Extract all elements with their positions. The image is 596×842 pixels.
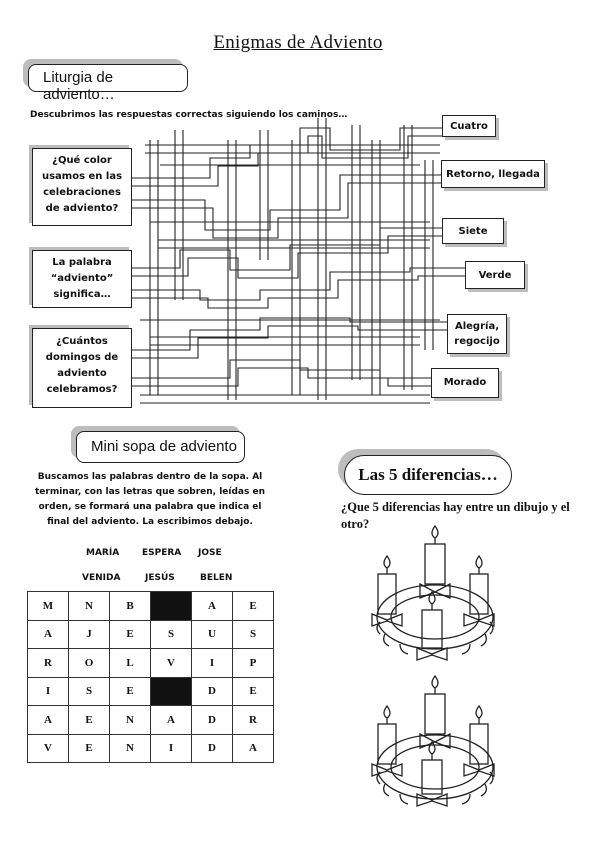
grid-cell: R: [233, 706, 274, 735]
grid-cell: N: [69, 592, 110, 621]
answer-alegria: [447, 314, 507, 354]
grid-cell: A: [28, 706, 69, 735]
answer-text: Verde: [478, 270, 512, 281]
answer-cuatro: [442, 115, 496, 137]
answer-retorno: [441, 160, 545, 188]
question-line: adviento: [57, 368, 107, 379]
answer-text: Alegría,: [454, 321, 499, 332]
sopa-instruction: Buscamos las palabras dentro de la sopa. Al terminar, con las letras que sobren, leídas en orden, se formará una palabra que indica el final del adviento. La escribimos debajo.: [34, 472, 266, 527]
question-line: La palabra: [52, 257, 112, 268]
grid-cell-blocked: [151, 592, 192, 621]
question-line: domingos de: [45, 352, 119, 363]
answer-text: regocijo: [454, 336, 500, 347]
answer-text: Morado: [443, 377, 487, 388]
grid-cell: L: [110, 649, 151, 678]
grid-cell: R: [28, 649, 69, 678]
grid-cell: S: [233, 620, 274, 649]
grid-cell: U: [192, 620, 233, 649]
word-maria: MARÍA: [86, 548, 120, 558]
question-line: ¿Qué color: [52, 155, 112, 166]
diferencias-question: ¿Que 5 diferencias hay entre un dibujo y el otro?: [341, 500, 570, 531]
answer-text: Cuatro: [450, 121, 488, 132]
grid-cell: A: [192, 592, 233, 621]
grid-cell: O: [69, 649, 110, 678]
grid-cell: E: [110, 677, 151, 706]
grid-cell: J: [69, 620, 110, 649]
diferencias-heading: Las 5 diferencias…: [344, 455, 512, 495]
word-venida: VENIDA: [82, 573, 121, 583]
question-box-color: [32, 148, 132, 226]
grid-cell: D: [192, 677, 233, 706]
question-box-sundays: [32, 328, 132, 408]
grid-cell: A: [233, 734, 274, 763]
grid-cell: I: [192, 649, 233, 678]
grid-cell: V: [28, 734, 69, 763]
grid-cell: N: [110, 734, 151, 763]
question-line: “adviento”: [50, 273, 114, 284]
grid-row: [28, 706, 274, 735]
question-line: celebraciones: [43, 187, 121, 198]
page-title: Enigmas de Adviento: [213, 32, 383, 53]
grid-cell: D: [192, 734, 233, 763]
word-jose: JOSE: [198, 548, 222, 558]
answer-siete: [442, 218, 504, 244]
advent-wreath-bottom-illustration: [360, 672, 510, 820]
grid-cell: E: [233, 677, 274, 706]
question-line: celebramos?: [46, 384, 118, 395]
answer-text: Retorno, llegada: [446, 169, 540, 180]
grid-row: [28, 592, 274, 621]
grid-cell: M: [28, 592, 69, 621]
grid-cell: E: [110, 620, 151, 649]
grid-cell: D: [192, 706, 233, 735]
grid-cell: I: [151, 734, 192, 763]
liturgia-heading: Liturgia de adviento…: [28, 64, 188, 92]
liturgia-instruction: Descubrimos las respuestas correctas siguiendo los caminos…: [30, 110, 348, 120]
question-box-meaning: [32, 250, 132, 308]
grid-row: [28, 649, 274, 678]
advent-wreath-top-illustration: [360, 522, 510, 670]
grid-cell: I: [28, 677, 69, 706]
grid-row: [28, 620, 274, 649]
word-jesus: JESÚS: [145, 573, 175, 583]
word-search-grid: [27, 591, 274, 763]
question-line: ¿Cuántos: [56, 336, 108, 347]
answer-verde: [465, 261, 525, 289]
grid-cell-blocked: [151, 677, 192, 706]
grid-row: [28, 677, 274, 706]
question-line: usamos en las: [41, 171, 123, 182]
grid-cell: V: [151, 649, 192, 678]
grid-cell: A: [151, 706, 192, 735]
answer-morado: [431, 368, 499, 398]
grid-cell: N: [110, 706, 151, 735]
answer-text: Siete: [458, 226, 488, 237]
grid-cell: S: [151, 620, 192, 649]
question-line: de adviento?: [45, 203, 119, 214]
sopa-heading: Mini sopa de adviento: [76, 431, 245, 463]
grid-cell: E: [69, 706, 110, 735]
grid-cell: E: [233, 592, 274, 621]
grid-cell: A: [28, 620, 69, 649]
grid-row: [28, 734, 274, 763]
question-line: significa…: [53, 289, 111, 300]
word-espera: ESPERA: [142, 548, 182, 558]
grid-cell: S: [69, 677, 110, 706]
grid-cell: E: [69, 734, 110, 763]
grid-cell: B: [110, 592, 151, 621]
word-belen: BELEN: [200, 573, 233, 583]
grid-cell: P: [233, 649, 274, 678]
